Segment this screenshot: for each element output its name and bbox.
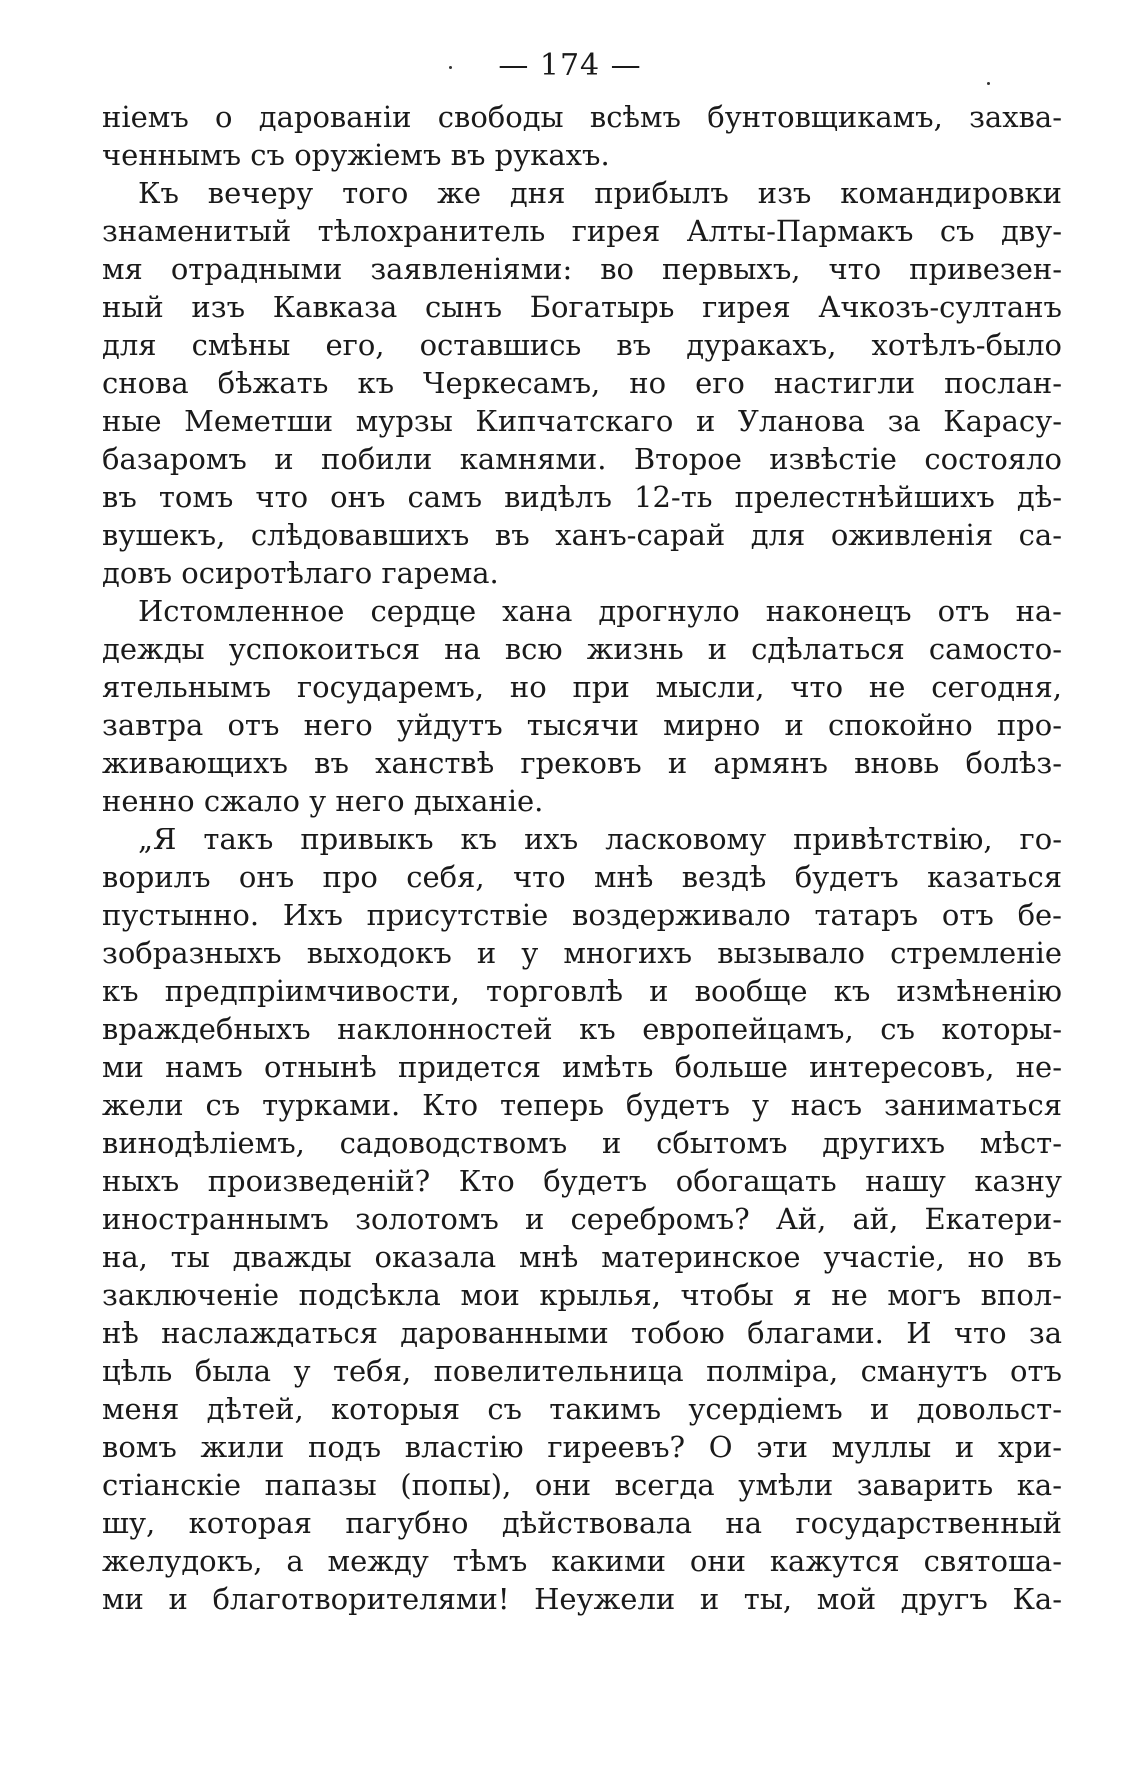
text-line: вушекъ, слѣдовавшихъ въ ханъ-сарай для оживленія са- — [102, 518, 1062, 552]
text-line: на, ты дважды оказала мнѣ материнское участіе, но въ — [102, 1240, 1062, 1274]
text-line: завтра отъ него уйдутъ тысячи мирно и спокойно про- — [102, 708, 1062, 742]
text-line: шу, которая пагубно дѣйствовала на государственный — [102, 1506, 1062, 1540]
text-line: меня дѣтей, которыя съ такимъ усердіемъ и довольст- — [102, 1392, 1062, 1426]
text-line: желудокъ, а между тѣмъ какими они кажутся святоша- — [102, 1544, 1062, 1578]
body-text — [102, 98, 1062, 1618]
text-line: вомъ жили подъ властію гиреевъ? О эти муллы и хри- — [102, 1430, 1062, 1464]
text-line: живающихъ въ ханствѣ грековъ и армянъ вновь болѣз- — [102, 746, 1062, 780]
text-line: въ томъ что онъ самъ видѣлъ 12-ть прелестнѣйшихъ дѣ- — [102, 480, 1062, 514]
paragraph — [102, 592, 1062, 820]
text-line: заключеніе подсѣкла мои крылья, чтобы я не могъ впол- — [102, 1278, 1062, 1312]
text-line: Къ вечеру того же дня прибылъ изъ командировки — [138, 176, 1062, 210]
text-line: нѣ наслаждаться дарованными тобою благами. И что за — [102, 1316, 1062, 1350]
text-line: зобразныхъ выходокъ и у многихъ вызывало стремленіе — [102, 936, 1062, 970]
text-line: ные Меметши мурзы Кипчатскаго и Уланова за Карасу- — [102, 404, 1062, 438]
text-line: цѣль была у тебя, повелительница полміра, сманутъ отъ — [102, 1354, 1062, 1388]
text-line: винодѣліемъ, садоводствомъ и сбытомъ другихъ мѣст- — [102, 1126, 1062, 1160]
text-line: пустынно. Ихъ присутствіе воздерживало татаръ отъ бе- — [102, 898, 1062, 932]
text-line: знаменитый тѣлохранитель гирея Алты-Пармакъ съ дву- — [102, 214, 1062, 248]
text-line: жели съ турками. Кто теперь будетъ у насъ заниматься — [102, 1088, 1062, 1122]
text-line: стіанскіе папазы (попы), они всегда умѣли заварить ка- — [102, 1468, 1062, 1502]
text-line: дежды успокоиться на всю жизнь и сдѣлаться самосто- — [102, 632, 1062, 666]
text-line: иностраннымъ золотомъ и серебромъ? Ай, ай, Екатери- — [102, 1202, 1062, 1236]
text-line: для смѣны его, оставшись въ дуракахъ, хотѣлъ-было — [102, 328, 1062, 362]
text-line: враждебныхъ наклонностей къ европейцамъ, съ которы- — [102, 1012, 1062, 1046]
text-line: ченнымъ съ оружіемъ въ рукахъ. — [102, 138, 610, 172]
text-line: ный изъ Кавказа сынъ Богатырь гирея Ачкозъ-султанъ — [102, 290, 1062, 324]
text-line: ворилъ онъ про себя, что мнѣ вездѣ будетъ казаться — [102, 860, 1062, 894]
page-number-header: — 174 — — [498, 48, 642, 83]
paragraph — [102, 820, 1062, 1618]
text-line: ми и благотворителями! Неужели и ты, мой другъ Ка- — [102, 1582, 1062, 1616]
text-line: снова бѣжать къ Черкесамъ, но его настигли послан- — [102, 366, 1062, 400]
text-line: ненно сжало у него дыханіе. — [102, 784, 544, 818]
text-line: ми намъ отнынѣ придется имѣть больше интересовъ, не- — [102, 1050, 1062, 1084]
text-line: довъ осиротѣлаго гарема. — [102, 556, 499, 590]
text-line: ятельнымъ государемъ, но при мысли, что не сегодня, — [102, 670, 1062, 704]
paragraph — [102, 98, 1062, 174]
text-line: базаромъ и побили камнями. Второе извѣстіе состояло — [102, 442, 1062, 476]
text-line: „Я такъ привыкъ къ ихъ ласковому привѣтствію, го- — [138, 822, 1062, 856]
text-line: ныхъ произведеній? Кто будетъ обогащать нашу казну — [102, 1164, 1062, 1198]
text-line: Истомленное сердце хана дрогнуло наконецъ отъ на- — [138, 594, 1062, 628]
text-line: ніемъ о дарованіи свободы всѣмъ бунтовщикамъ, захва- — [102, 100, 1062, 134]
paragraph — [102, 174, 1062, 592]
text-line: мя отрадными заявленіями: во первыхъ, что привезен- — [102, 252, 1062, 286]
text-line: къ предпріимчивости, торговлѣ и вообще къ измѣненію — [102, 974, 1062, 1008]
